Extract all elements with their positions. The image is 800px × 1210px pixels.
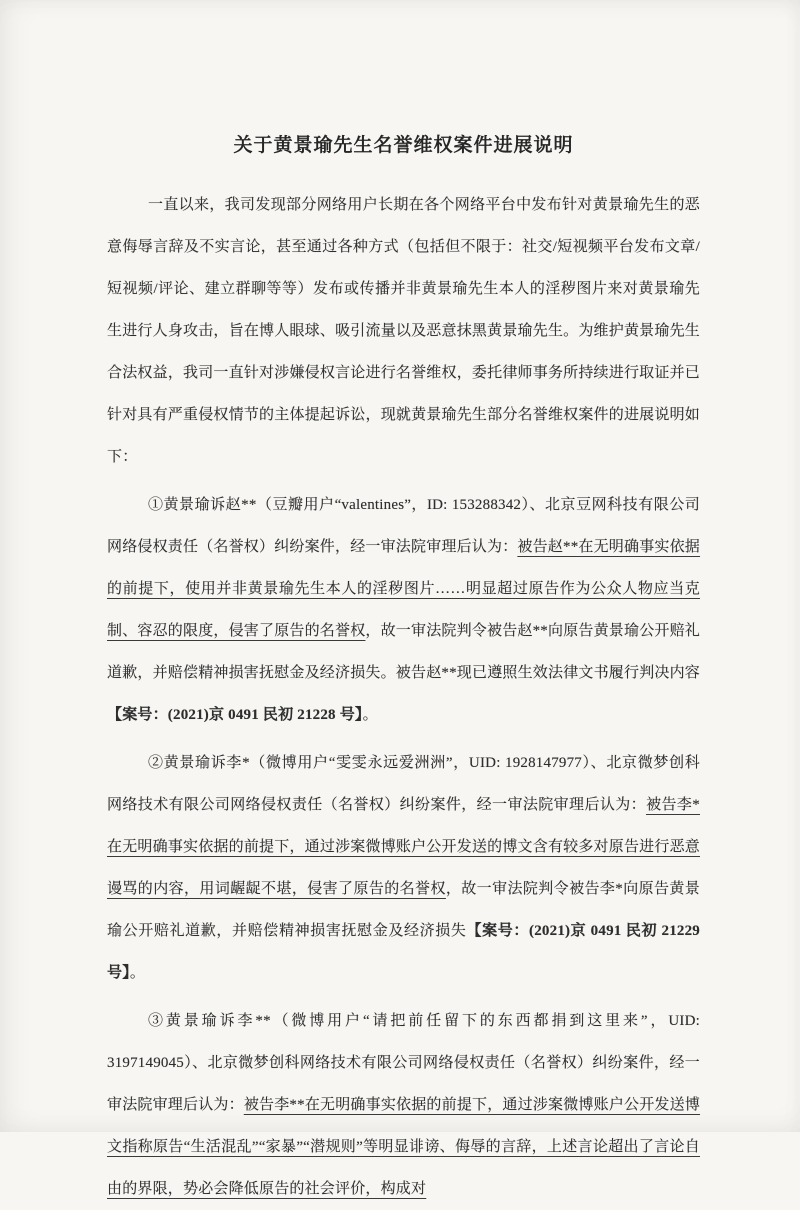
paragraph-case-1 — [107, 484, 700, 736]
text-segment: ②黄景瑜诉李*（微博用户“雯雯永远爱洲洲”，UID: 1928147977）、北京微梦创科网络技术有限公司网络侵权责任（名誉权）纠纷案件，经一审法院审理后认为： — [107, 755, 700, 813]
text-segment: 【案号：(2021)京 0491 民初 21228 号】 — [107, 707, 363, 723]
text-segment: 被告李**在无明确事实依据的前提下，通过涉案微博账户公开发送博文指称原告“生活混乱”“家暴”“潜规则”等明显诽谤、侮辱的言辞，上述言论超出了言论自由的界限，势必会降低原告的社会评价，构成对 — [107, 1097, 701, 1197]
text-segment: 【案号：(2021)京 0491 民初 21229 号】 — [107, 923, 700, 981]
text-segment: 一直以来，我司发现部分网络用户长期在各个网络平台中发布针对黄景瑜先生的恶意侮辱言辞及不实言论，甚至通过各种方式（包括但不限于：社交/短视频平台发布文章/短视频/评论、建立群聊等等）发布或传播并非黄景瑜先生本人的淫秽图片来对黄景瑜先生进行人身攻击，旨在博人眼球、吸引流量以及恶意抹黑黄景瑜先生。为维护黄景瑜先生合法权益，我司一直针对涉嫌侵权言论进行名誉维权，委托律师事务所持续进行取证并已针对具有严重侵权情节的主体提起诉讼，现就黄景瑜先生部分名誉维权案件的进展说明如下： — [107, 197, 700, 465]
text-segment: 被告赵**在无明确事实依据的前提下，使用并非黄景瑜先生本人的淫秽图片……明显超过原告作为公众人物应当克制、容忍的限度，侵害了原告的名誉权 — [107, 539, 701, 639]
text-segment: ，故一审法院判令被告李*向原告黄景瑜公开赔礼道歉，并赔偿精神损害抚慰金及经济损失 — [107, 881, 700, 939]
text-segment: ①黄景瑜诉赵**（豆瓣用户“valentines”，ID: 153288342）、北京豆网科技有限公司网络侵权责任（名誉权）纠纷案件，经一审法院审理后认为： — [107, 497, 700, 555]
text-segment: 。 — [129, 965, 146, 981]
text-segment: ③黄景瑜诉李**（微博用户“请把前任留下的东西都捐到这里来”，UID: 3197149045）、北京微梦创科网络技术有限公司网络侵权责任（名誉权）纠纷案件，经一审法院审理后认为： — [107, 1013, 700, 1113]
text-segment: 被告李*在无明确事实依据的前提下，通过涉案微博账户公开发送的博文含有较多对原告进行恶意谩骂的内容，用词龌龊不堪，侵害了原告的名誉权 — [107, 797, 700, 897]
document-title: 关于黄景瑜先生名誉维权案件进展说明 — [233, 135, 574, 156]
document-body — [107, 184, 700, 1210]
paragraph-case-2 — [107, 742, 700, 994]
text-segment: ，故一审法院判令被告赵**向原告黄景瑜公开赔礼道歉，并赔偿精神损害抚慰金及经济损失。被告赵**现已遵照生效法律文书履行判决内容 — [107, 623, 701, 681]
paragraph-intro — [107, 184, 700, 478]
paragraph-case-3 — [107, 1000, 700, 1210]
text-segment: 。 — [362, 707, 378, 723]
